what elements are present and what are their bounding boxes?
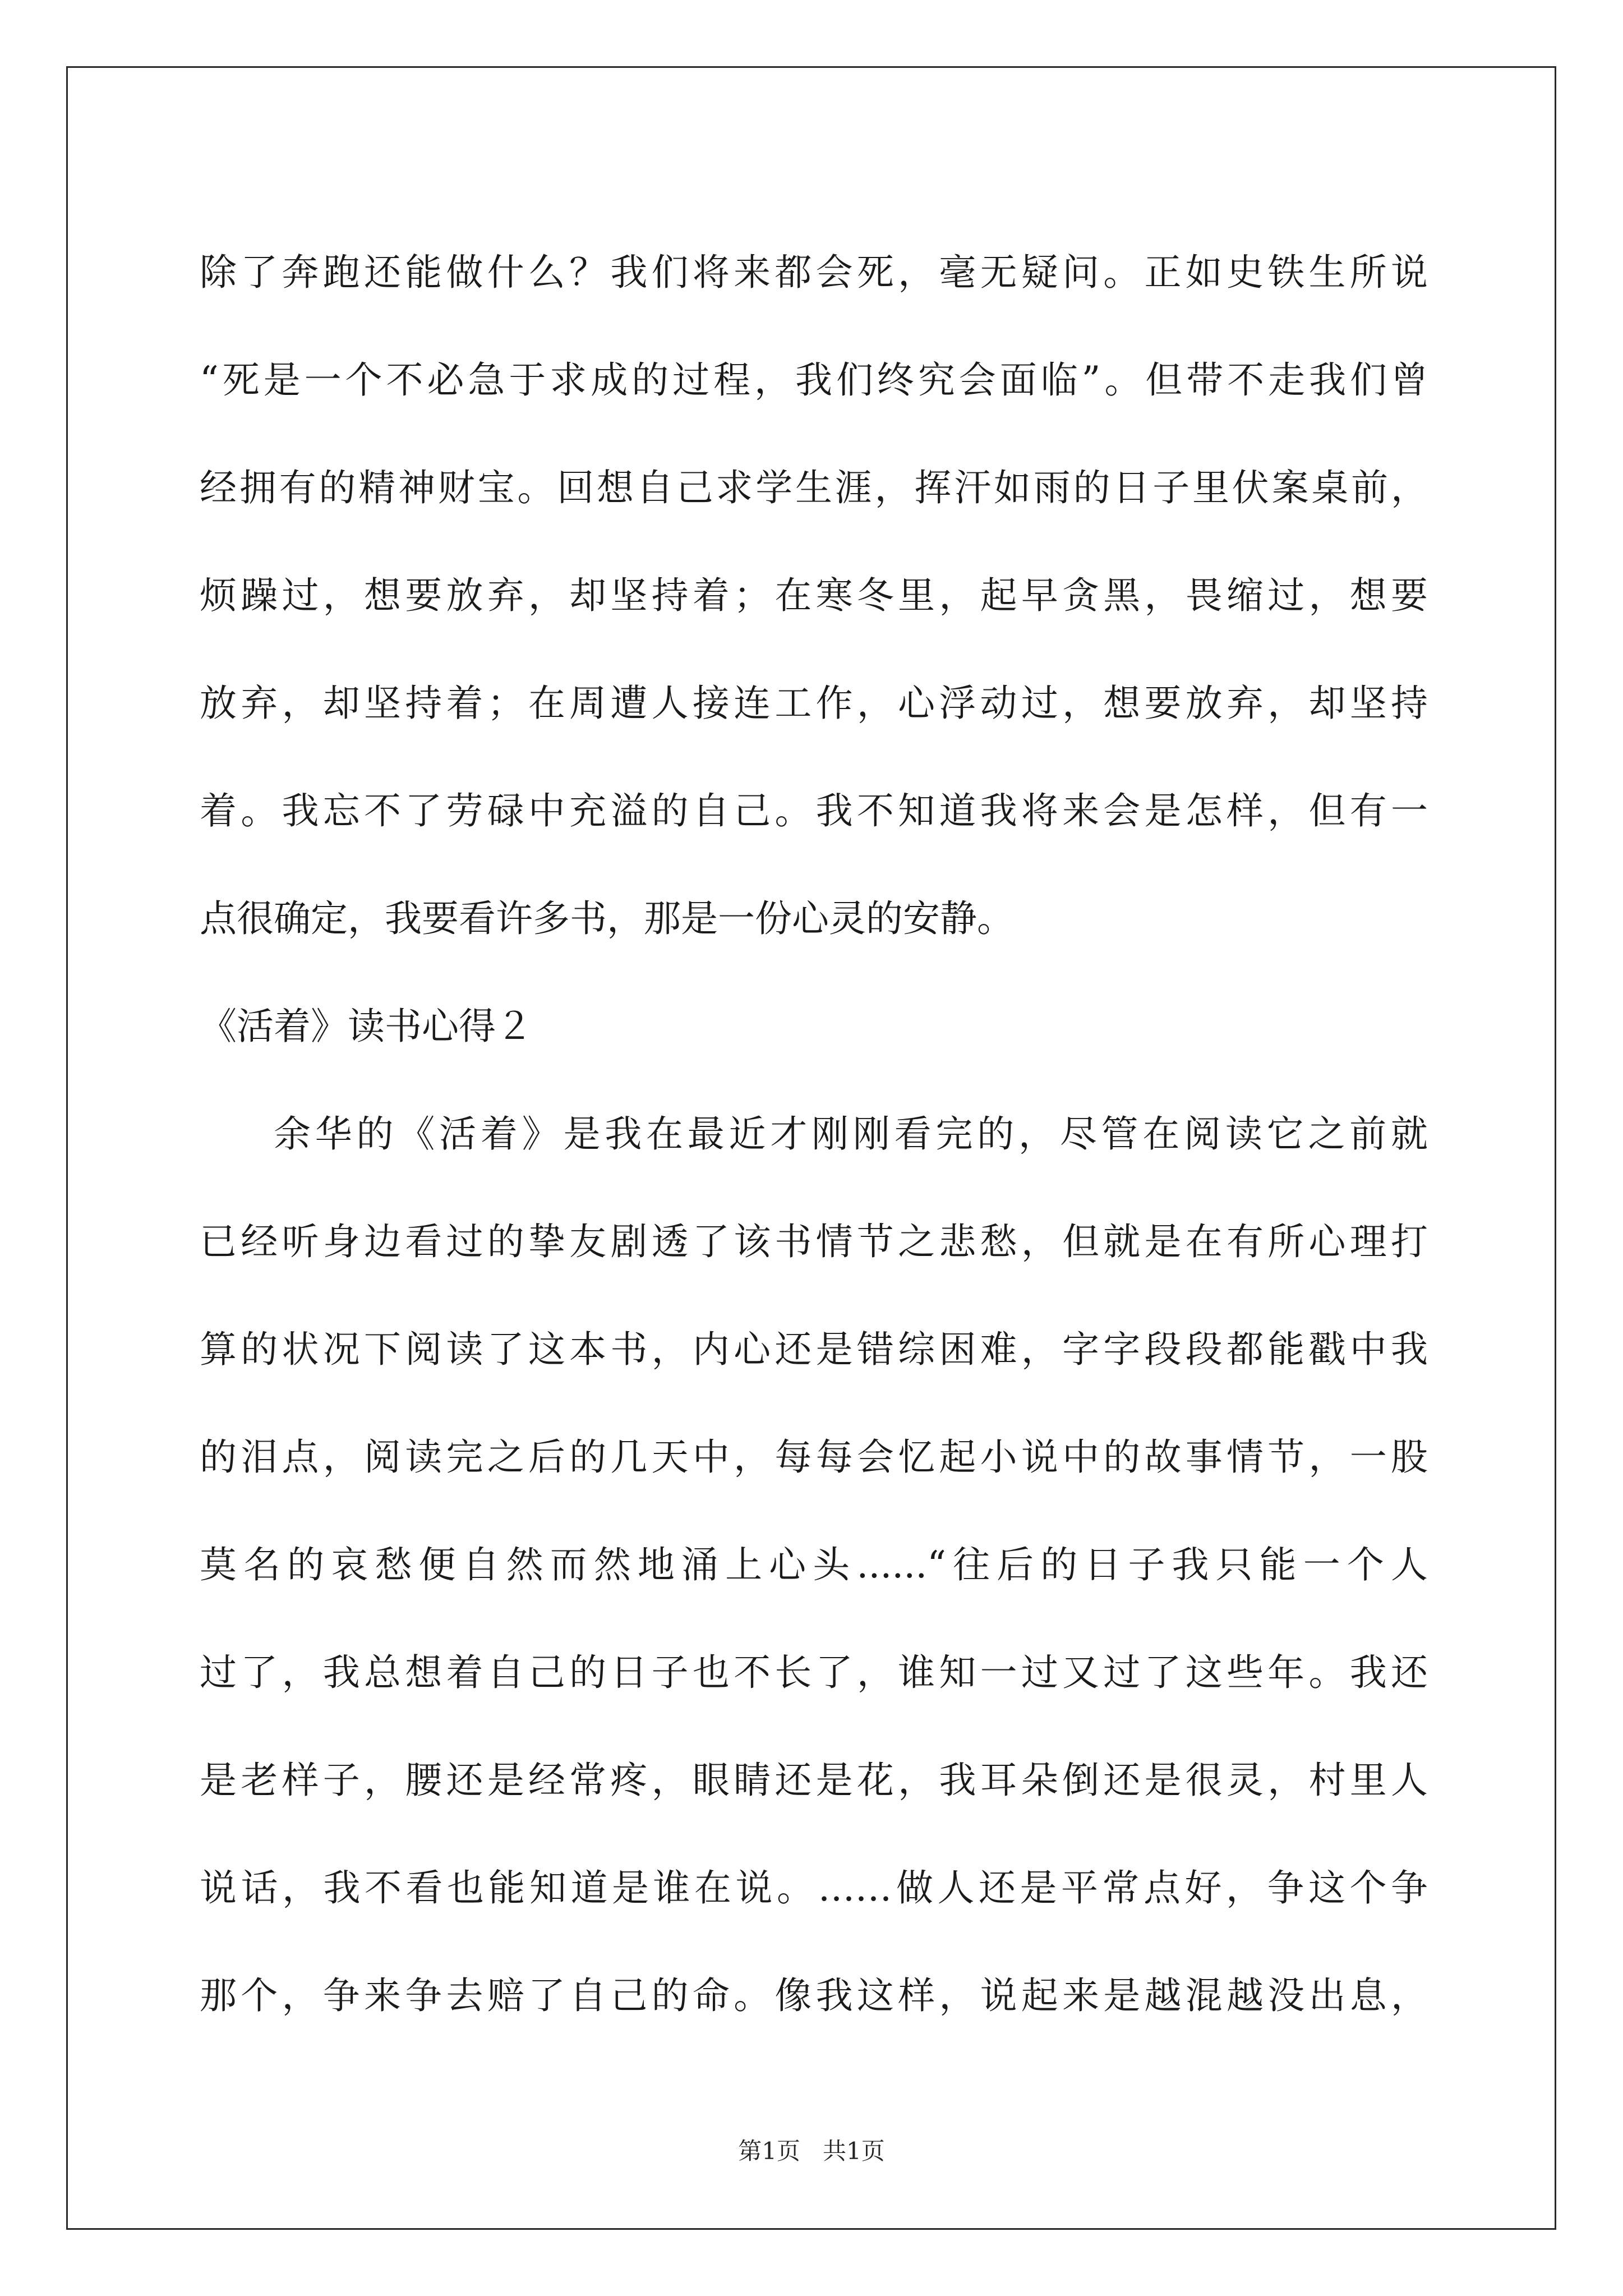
paragraph-line: 烦躁过，想要放弃，却坚持着；在寒冬里，起早贪黑，畏缩过，想要 [200, 574, 1428, 617]
paragraph-2 [200, 1080, 1428, 2050]
paragraph-line: 算的状况下阅读了这本书，内心还是错综困难，字字段段都能戳中我 [200, 1328, 1428, 1371]
section-heading: 《活着》读书心得２ [200, 1005, 533, 1048]
paragraph-line: 过了，我总想着自己的日子也不长了，谁知一过又过了这些年。我还 [200, 1651, 1428, 1694]
page-number: 第1页 [738, 2137, 800, 2165]
page-total: 共1页 [823, 2137, 885, 2165]
document-body [200, 219, 1428, 2050]
paragraph-line: 经拥有的精神财宝。回想自己求学生涯，挥汗如雨的日子里伏案桌前， [200, 466, 1428, 509]
page-footer [0, 2134, 1623, 2168]
paragraph-line: 着。我忘不了劳碌中充溢的自己。我不知道我将来会是怎样，但有一 [200, 789, 1428, 832]
paragraph-line: “死是一个不必急于求成的过程，我们终究会面临”。但带不走我们曾 [200, 358, 1428, 402]
paragraph-line: 余华的《活着》是我在最近才刚刚看完的，尽管在阅读它之前就 [274, 1112, 1428, 1156]
paragraph-line: 已经听身边看过的挚友剧透了该书情节之悲愁，但就是在有所心理打 [200, 1220, 1428, 1263]
paragraph-line: 莫名的哀愁便自然而然地涌上心头......“往后的日子我只能一个人 [200, 1543, 1428, 1586]
paragraph-line: 是老样子，腰还是经常疼，眼睛还是花，我耳朵倒还是很灵，村里人 [200, 1759, 1428, 1802]
paragraph-line: 说话，我不看也能知道是谁在说。……做人还是平常点好，争这个争 [200, 1866, 1428, 1910]
paragraph-line: 放弃，却坚持着；在周遭人接连工作，心浮动过，想要放弃，却坚持 [200, 682, 1428, 725]
paragraph-line: 除了奔跑还能做什么？我们将来都会死，毫无疑问。正如史铁生所说 [200, 251, 1428, 294]
paragraph-line: 点很确定，我要看许多书，那是一份心灵的安静。 [200, 897, 1014, 940]
paragraph-1 [200, 219, 1428, 973]
paragraph-line: 的泪点，阅读完之后的几天中，每每会忆起小说中的故事情节，一股 [200, 1435, 1428, 1479]
paragraph-line: 那个，争来争去赔了自己的命。像我这样，说起来是越混越没出息， [200, 1974, 1428, 2017]
